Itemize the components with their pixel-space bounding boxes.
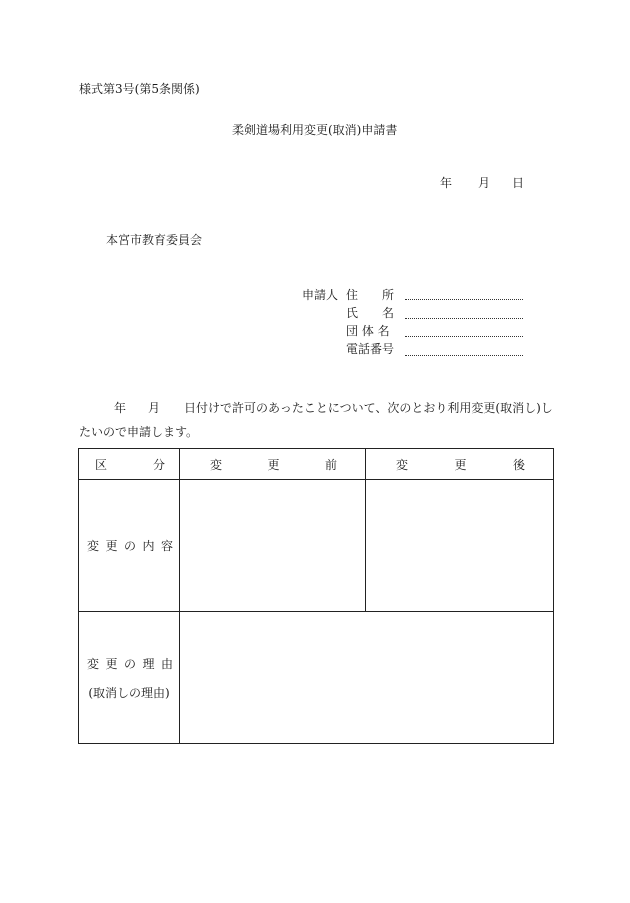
body-line1: 日付けで許可のあったことについて、次のとおり利用変更(取消し)し [184,401,553,415]
address-label: 住 所 [346,288,395,302]
table-row-reason [79,612,554,744]
date-year: 年 [440,176,453,190]
name-label: 氏 名 [346,306,395,320]
row-sublabel-reason: (取消しの理由) [88,685,170,700]
address-field[interactable] [405,299,523,300]
content-after-cell[interactable] [366,480,554,612]
body-month: 月 [148,401,161,415]
body-year: 年 [114,401,127,415]
content-before-cell[interactable] [180,480,366,612]
document-title: 柔剣道場利用変更(取消)申請書 [232,123,398,137]
date-month: 月 [478,176,491,190]
table-row-content [79,480,554,612]
row-label-reason: 変 更 の 理 由 (取消しの理由) [79,612,180,744]
name-field[interactable] [405,318,523,319]
header-before: 変 更 前 [180,449,366,480]
reason-cell[interactable] [180,612,554,744]
header-after: 変 更 後 [366,449,554,480]
addressee: 本宮市教育委員会 [106,233,203,247]
form-number: 様式第3号(第5条関係) [79,82,200,96]
row-label-content: 変 更 の 内 容 [79,480,180,612]
change-table [78,448,554,744]
phone-field[interactable] [405,355,523,356]
header-category: 区 分 [79,449,180,480]
group-field[interactable] [405,336,523,337]
date-day: 日 [512,176,525,190]
phone-label: 電話番号 [346,342,395,356]
applicant-heading: 申請人 [302,288,339,302]
body-line2: たいので申請します。 [79,425,199,439]
group-label: 団 体 名 [346,324,390,338]
table-header-row [79,449,554,480]
